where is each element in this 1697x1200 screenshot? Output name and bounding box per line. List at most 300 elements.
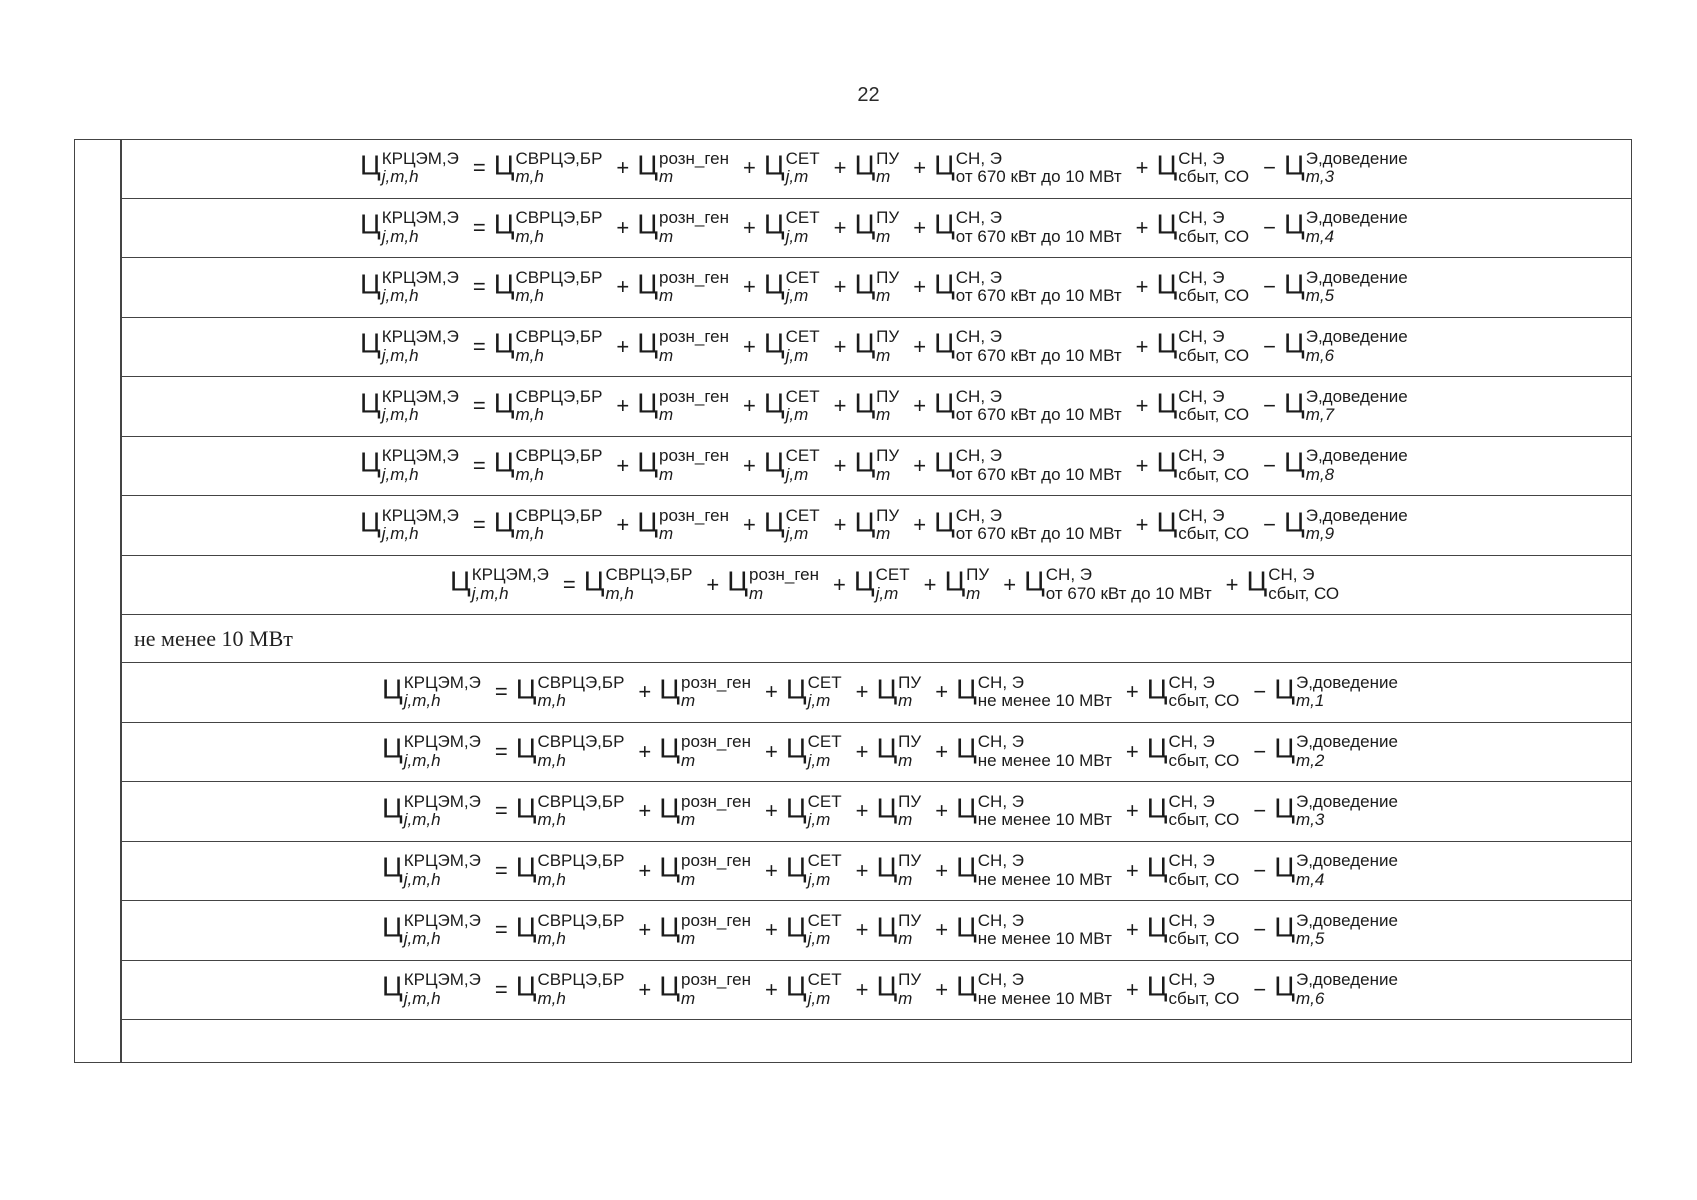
- adjustment-term-superscript: Э,доведение: [1295, 672, 1398, 692]
- retail-generation-term-subscript: m: [658, 286, 674, 306]
- formula: [360, 269, 1414, 306]
- network-term-superscript: СЕТ: [807, 791, 842, 811]
- sales-so-term-superscript: СН, Э: [1168, 732, 1215, 752]
- retail-generation-term-superscript: розн_ген: [658, 505, 730, 525]
- metering-term-subscript: m: [876, 464, 891, 484]
- retail-generation-term-scripts: [659, 209, 729, 246]
- metering-term: [854, 328, 905, 365]
- lhs-term-subscript: j,m,h: [403, 929, 441, 949]
- plus-sign: +: [833, 571, 846, 597]
- price-symbol: Ц: [854, 327, 876, 359]
- retail-generation-term-scripts: [681, 674, 751, 711]
- wholesale-price-term-superscript: СВРЦЭ,БР: [537, 851, 625, 871]
- sales-so-term: [1147, 793, 1246, 830]
- metering-term-subscript: m: [898, 750, 913, 770]
- supply-markup-term: [934, 447, 1128, 484]
- minus-sign: −: [1263, 333, 1277, 359]
- sales-so-term-superscript: СН, Э: [1178, 148, 1225, 168]
- price-symbol: Ц: [1146, 792, 1168, 824]
- price-symbol: Ц: [956, 792, 977, 824]
- network-term: [764, 447, 826, 484]
- retail-generation-term: [637, 507, 735, 544]
- retail-generation-term-scripts: [681, 793, 751, 830]
- retail-generation-term: [637, 447, 735, 484]
- sales-so-term-scripts: [1168, 912, 1239, 949]
- formula-row: [120, 258, 1632, 318]
- adjustment-term: [1274, 733, 1404, 770]
- retail-generation-term-subscript: m: [658, 226, 674, 246]
- adjustment-term-scripts: [1296, 912, 1398, 949]
- price-symbol: Ц: [360, 208, 381, 240]
- network-term-subscript: j,m: [785, 286, 809, 306]
- supply-markup-term-scripts: [956, 328, 1122, 365]
- sales-so-term-superscript: СН, Э: [1178, 327, 1225, 347]
- supply-markup-term-superscript: СН, Э: [955, 267, 1002, 287]
- metering-term: [854, 269, 905, 306]
- plus-sign: +: [743, 512, 756, 538]
- wholesale-price-term-superscript: СВРЦЭ,БР: [515, 208, 603, 228]
- page-number: 22: [857, 84, 880, 106]
- metering-term-scripts: [898, 971, 921, 1008]
- lhs-term-scripts: [404, 674, 481, 711]
- adjustment-term-scripts: [1306, 328, 1408, 365]
- price-symbol: Ц: [1146, 911, 1168, 943]
- price-symbol: Ц: [450, 565, 471, 597]
- formula: [360, 507, 1414, 544]
- formula: [382, 674, 1404, 711]
- price-symbol: Ц: [876, 732, 898, 764]
- retail-generation-term-scripts: [659, 269, 729, 306]
- plus-sign: +: [1135, 333, 1149, 359]
- wholesale-price-term-scripts: [537, 674, 624, 711]
- lhs-term-subscript: j,m,h: [381, 226, 419, 246]
- price-symbol: Ц: [854, 268, 876, 300]
- sales-so-term-subscript: сбыт, СО: [1168, 750, 1240, 770]
- wholesale-price-term: [494, 150, 609, 187]
- sales-so-term-subscript: сбыт, СО: [1168, 929, 1240, 949]
- price-symbol: Ц: [763, 268, 785, 300]
- network-term-scripts: [786, 269, 820, 306]
- sales-so-term: [1147, 912, 1246, 949]
- lhs-term-superscript: КРЦЭМ,Э: [403, 672, 481, 692]
- sales-so-term-scripts: [1168, 793, 1239, 830]
- sales-so-term-scripts: [1178, 209, 1249, 246]
- sales-so-term-superscript: СН, Э: [1178, 208, 1225, 228]
- network-term: [764, 209, 826, 246]
- adjustment-term-scripts: [1306, 209, 1408, 246]
- retail-generation-term-subscript: m: [658, 405, 674, 425]
- lhs-term-subscript: j,m,h: [381, 345, 419, 365]
- metering-term-subscript: m: [876, 345, 891, 365]
- plus-sign: +: [1135, 512, 1149, 538]
- adjustment-term-subscript: m,4: [1305, 226, 1335, 246]
- retail-generation-term-scripts: [659, 328, 729, 365]
- formula-row: [120, 961, 1632, 1021]
- lhs-term-scripts: [472, 566, 549, 603]
- price-symbol: Ц: [934, 446, 955, 478]
- retail-generation-term-subscript: m: [680, 810, 696, 830]
- equals-sign: =: [472, 452, 486, 478]
- network-term-superscript: СЕТ: [785, 208, 820, 228]
- sales-so-term-subscript: сбыт, СО: [1178, 226, 1250, 246]
- plus-sign: +: [1125, 857, 1139, 883]
- plus-sign: +: [743, 452, 756, 478]
- plus-sign: +: [743, 155, 756, 181]
- metering-term-superscript: ПУ: [898, 851, 922, 871]
- adjustment-term-subscript: m,6: [1305, 345, 1335, 365]
- supply-markup-term-subscript: от 670 кВт до 10 МВт: [955, 524, 1122, 544]
- adjustment-term: [1284, 209, 1414, 246]
- metering-term: [876, 852, 927, 889]
- plus-sign: +: [913, 155, 927, 181]
- network-term-superscript: СЕТ: [785, 148, 820, 168]
- plus-sign: +: [833, 393, 847, 419]
- supply-markup-term-subscript: не менее 10 МВт: [977, 988, 1112, 1008]
- plus-sign: +: [935, 738, 949, 764]
- sales-so-term-superscript: СН, Э: [1168, 970, 1215, 990]
- retail-generation-term-scripts: [681, 852, 751, 889]
- supply-markup-term-scripts: [956, 150, 1122, 187]
- sales-so-term-subscript: сбыт, СО: [1178, 524, 1250, 544]
- metering-term-scripts: [898, 733, 921, 770]
- network-term-subscript: j,m: [807, 691, 831, 711]
- lhs-term-scripts: [382, 150, 459, 187]
- price-symbol: Ц: [934, 208, 955, 240]
- plus-sign: +: [638, 679, 652, 705]
- price-symbol: Ц: [360, 268, 381, 300]
- sales-so-term: [1157, 447, 1256, 484]
- supply-markup-term-subscript: от 670 кВт до 10 МВт: [955, 167, 1122, 187]
- supply-markup-term-superscript: СН, Э: [955, 148, 1002, 168]
- adjustment-term: [1274, 674, 1404, 711]
- price-symbol: Ц: [763, 387, 785, 419]
- network-term: [854, 566, 916, 603]
- adjustment-term-subscript: m,1: [1295, 691, 1325, 711]
- retail-generation-term-superscript: розн_ген: [748, 565, 820, 585]
- metering-term-scripts: [876, 269, 899, 306]
- sales-so-term-superscript: СН, Э: [1178, 386, 1225, 406]
- price-symbol: Ц: [854, 208, 876, 240]
- price-symbol: Ц: [956, 970, 977, 1002]
- lhs-term-scripts: [404, 852, 481, 889]
- plus-sign: +: [913, 452, 927, 478]
- supply-markup-term-scripts: [1046, 566, 1212, 603]
- retail-generation-term: [659, 733, 757, 770]
- supply-markup-term-superscript: СН, Э: [955, 386, 1002, 406]
- price-symbol: Ц: [763, 149, 785, 181]
- retail-generation-term-subscript: m: [680, 869, 696, 889]
- supply-markup-term-superscript: СН, Э: [955, 208, 1002, 228]
- lhs-term-subscript: j,m,h: [403, 750, 441, 770]
- wholesale-price-term: [494, 388, 609, 425]
- network-term-superscript: СЕТ: [785, 386, 820, 406]
- plus-sign: +: [743, 274, 756, 300]
- price-symbol: Ц: [637, 327, 658, 359]
- adjustment-term: [1284, 269, 1414, 306]
- network-term-subscript: j,m: [807, 869, 831, 889]
- adjustment-term: [1284, 150, 1414, 187]
- supply-markup-term: [956, 912, 1118, 949]
- sales-so-term: [1157, 269, 1256, 306]
- supply-markup-term-superscript: СН, Э: [1045, 565, 1092, 585]
- metering-term-subscript: m: [898, 691, 913, 711]
- adjustment-term-superscript: Э,доведение: [1305, 148, 1408, 168]
- price-symbol: Ц: [854, 506, 876, 538]
- metering-term: [876, 912, 927, 949]
- network-term: [786, 733, 848, 770]
- price-symbol: Ц: [493, 208, 515, 240]
- wholesale-price-term-subscript: m,h: [515, 167, 544, 187]
- network-term-subscript: j,m: [785, 226, 809, 246]
- lhs-term: [382, 912, 487, 949]
- adjustment-term: [1274, 971, 1404, 1008]
- wholesale-price-term-superscript: СВРЦЭ,БР: [605, 565, 693, 585]
- metering-term: [944, 566, 995, 603]
- sales-so-term-scripts: [1168, 733, 1239, 770]
- price-symbol: Ц: [854, 149, 876, 181]
- wholesale-price-term-scripts: [515, 388, 602, 425]
- lhs-term-superscript: КРЦЭМ,Э: [381, 267, 459, 287]
- supply-markup-term-scripts: [956, 209, 1122, 246]
- minus-sign: −: [1253, 857, 1267, 883]
- supply-markup-term: [956, 733, 1118, 770]
- lhs-term-superscript: КРЦЭМ,Э: [471, 565, 549, 585]
- network-term-scripts: [786, 209, 820, 246]
- adjustment-term-scripts: [1296, 971, 1398, 1008]
- lhs-term: [382, 674, 487, 711]
- price-symbol: Ц: [785, 732, 807, 764]
- adjustment-term-subscript: m,5: [1295, 929, 1325, 949]
- price-symbol: Ц: [785, 911, 807, 943]
- plus-sign: +: [706, 571, 720, 597]
- plus-sign: +: [833, 155, 847, 181]
- price-symbol: Ц: [763, 446, 785, 478]
- price-symbol: Ц: [876, 673, 898, 705]
- sales-so-term-superscript: СН, Э: [1168, 910, 1215, 930]
- supply-markup-term: [934, 269, 1128, 306]
- minus-sign: −: [1263, 512, 1277, 538]
- supply-markup-term: [1024, 566, 1218, 603]
- price-symbol: Ц: [1274, 851, 1295, 883]
- price-symbol: Ц: [1156, 327, 1178, 359]
- price-symbol: Ц: [1274, 970, 1295, 1002]
- wholesale-price-term: [516, 674, 631, 711]
- wholesale-price-term-subscript: m,h: [537, 810, 566, 830]
- wholesale-price-term-superscript: СВРЦЭ,БР: [537, 910, 625, 930]
- price-symbol: Ц: [659, 673, 680, 705]
- network-term-superscript: СЕТ: [785, 446, 820, 466]
- metering-term-scripts: [876, 447, 899, 484]
- sales-so-term-superscript: СН, Э: [1168, 791, 1215, 811]
- metering-term-superscript: ПУ: [898, 732, 922, 752]
- retail-generation-term-superscript: розн_ген: [658, 327, 730, 347]
- lhs-term-superscript: КРЦЭМ,Э: [381, 446, 459, 466]
- wholesale-price-term-subscript: m,h: [537, 750, 566, 770]
- adjustment-term-superscript: Э,доведение: [1305, 267, 1408, 287]
- network-term-superscript: СЕТ: [807, 672, 842, 692]
- sales-so-term-subscript: сбыт, СО: [1168, 988, 1240, 1008]
- plus-sign: +: [833, 333, 847, 359]
- sales-so-term: [1247, 566, 1346, 603]
- sales-so-term-subscript: сбыт, СО: [1178, 286, 1250, 306]
- price-symbol: Ц: [382, 911, 403, 943]
- adjustment-term-superscript: Э,доведение: [1305, 386, 1408, 406]
- price-symbol: Ц: [956, 851, 977, 883]
- equals-sign: =: [472, 393, 486, 419]
- retail-generation-term-subscript: m: [748, 583, 764, 603]
- plus-sign: +: [638, 738, 652, 764]
- plus-sign: +: [1135, 452, 1149, 478]
- minus-sign: −: [1253, 798, 1267, 824]
- metering-term-superscript: ПУ: [876, 148, 900, 168]
- supply-markup-term: [934, 150, 1128, 187]
- price-symbol: Ц: [934, 506, 955, 538]
- metering-term: [854, 209, 905, 246]
- metering-term: [854, 507, 905, 544]
- network-term-scripts: [808, 971, 842, 1008]
- network-term-superscript: СЕТ: [807, 851, 842, 871]
- network-term-subscript: j,m: [785, 345, 809, 365]
- metering-term-superscript: ПУ: [898, 910, 922, 930]
- supply-markup-term-subscript: не менее 10 МВт: [977, 750, 1112, 770]
- price-symbol: Ц: [360, 446, 381, 478]
- supply-markup-term-superscript: СН, Э: [977, 791, 1024, 811]
- metering-term-scripts: [876, 209, 899, 246]
- plus-sign: +: [743, 214, 756, 240]
- adjustment-term-superscript: Э,доведение: [1305, 446, 1408, 466]
- supply-markup-term-superscript: СН, Э: [955, 505, 1002, 525]
- metering-term: [876, 733, 927, 770]
- wholesale-price-term: [516, 733, 631, 770]
- supply-markup-term: [934, 328, 1128, 365]
- wholesale-price-term-subscript: m,h: [515, 226, 544, 246]
- retail-generation-term-superscript: розн_ген: [680, 910, 752, 930]
- price-symbol: Ц: [1146, 673, 1168, 705]
- retail-generation-term-superscript: розн_ген: [680, 851, 752, 871]
- sales-so-term: [1147, 733, 1246, 770]
- retail-generation-term: [637, 269, 735, 306]
- network-term-scripts: [808, 912, 842, 949]
- supply-markup-term-superscript: СН, Э: [977, 970, 1024, 990]
- lhs-term-subscript: j,m,h: [471, 583, 509, 603]
- plus-sign: +: [765, 679, 778, 705]
- price-symbol: Ц: [956, 911, 977, 943]
- adjustment-term: [1284, 388, 1414, 425]
- retail-generation-term: [637, 388, 735, 425]
- minus-sign: −: [1253, 917, 1267, 943]
- supply-markup-term: [934, 209, 1128, 246]
- minus-sign: −: [1253, 738, 1267, 764]
- wholesale-price-term-subscript: m,h: [515, 524, 544, 544]
- plus-sign: +: [765, 857, 778, 883]
- network-term-scripts: [786, 388, 820, 425]
- price-symbol: Ц: [637, 268, 658, 300]
- adjustment-term-superscript: Э,доведение: [1295, 910, 1398, 930]
- sales-so-term-superscript: СН, Э: [1168, 851, 1215, 871]
- sales-so-term-subscript: сбыт, СО: [1178, 345, 1250, 365]
- price-symbol: Ц: [515, 673, 537, 705]
- lhs-term-scripts: [404, 793, 481, 830]
- retail-generation-term-superscript: розн_ген: [680, 791, 752, 811]
- price-symbol: Ц: [360, 149, 381, 181]
- price-symbol: Ц: [934, 268, 955, 300]
- supply-markup-term-superscript: СН, Э: [955, 446, 1002, 466]
- supply-markup-term: [956, 793, 1118, 830]
- price-symbol: Ц: [493, 327, 515, 359]
- price-symbol: Ц: [854, 446, 876, 478]
- formula-row: [120, 663, 1632, 723]
- equals-sign: =: [494, 857, 508, 883]
- plus-sign: +: [616, 333, 630, 359]
- retail-generation-term-subscript: m: [680, 750, 696, 770]
- equals-sign: =: [494, 798, 508, 824]
- plus-sign: +: [855, 679, 869, 705]
- lhs-term: [382, 852, 487, 889]
- lhs-term-scripts: [382, 388, 459, 425]
- adjustment-term: [1284, 328, 1414, 365]
- retail-generation-term: [637, 150, 735, 187]
- formula-row: [120, 437, 1632, 497]
- metering-term-superscript: ПУ: [876, 327, 900, 347]
- metering-term-subscript: m: [898, 929, 913, 949]
- adjustment-term-subscript: m,4: [1295, 869, 1325, 889]
- retail-generation-term: [659, 852, 757, 889]
- wholesale-price-term-scripts: [515, 447, 602, 484]
- lhs-term-subscript: j,m,h: [381, 167, 419, 187]
- network-term-superscript: СЕТ: [807, 732, 842, 752]
- lhs-term-subscript: j,m,h: [403, 810, 441, 830]
- network-term: [786, 674, 848, 711]
- lhs-term-superscript: КРЦЭМ,Э: [381, 208, 459, 228]
- sales-so-term-superscript: СН, Э: [1178, 446, 1225, 466]
- lhs-term: [360, 150, 465, 187]
- plus-sign: +: [833, 452, 847, 478]
- retail-generation-term: [659, 912, 757, 949]
- lhs-term: [382, 793, 487, 830]
- plus-sign: +: [765, 798, 778, 824]
- plus-sign: +: [1135, 155, 1149, 181]
- formula: [360, 150, 1414, 187]
- supply-markup-term-scripts: [978, 912, 1112, 949]
- price-symbol: Ц: [1156, 208, 1178, 240]
- minus-sign: −: [1263, 393, 1277, 419]
- price-symbol: Ц: [493, 268, 515, 300]
- price-symbol: Ц: [360, 327, 381, 359]
- network-term: [764, 388, 826, 425]
- plus-sign: +: [1135, 393, 1149, 419]
- supply-markup-term-scripts: [956, 447, 1122, 484]
- equals-sign: =: [562, 571, 576, 597]
- retail-generation-term-subscript: m: [680, 691, 696, 711]
- price-symbol: Ц: [659, 792, 680, 824]
- sales-so-term-scripts: [1178, 328, 1249, 365]
- plus-sign: +: [616, 214, 630, 240]
- lhs-term-subscript: j,m,h: [381, 405, 419, 425]
- network-term: [764, 328, 826, 365]
- price-symbol: Ц: [853, 565, 875, 597]
- plus-sign: +: [855, 917, 869, 943]
- network-term: [764, 269, 826, 306]
- sales-so-term-scripts: [1178, 388, 1249, 425]
- network-term-scripts: [786, 328, 820, 365]
- adjustment-term-scripts: [1296, 793, 1398, 830]
- supply-markup-term: [956, 852, 1118, 889]
- lhs-term-scripts: [382, 447, 459, 484]
- wholesale-price-term-scripts: [515, 150, 602, 187]
- price-symbol: Ц: [637, 208, 658, 240]
- price-symbol: Ц: [785, 792, 807, 824]
- price-symbol: Ц: [1156, 149, 1178, 181]
